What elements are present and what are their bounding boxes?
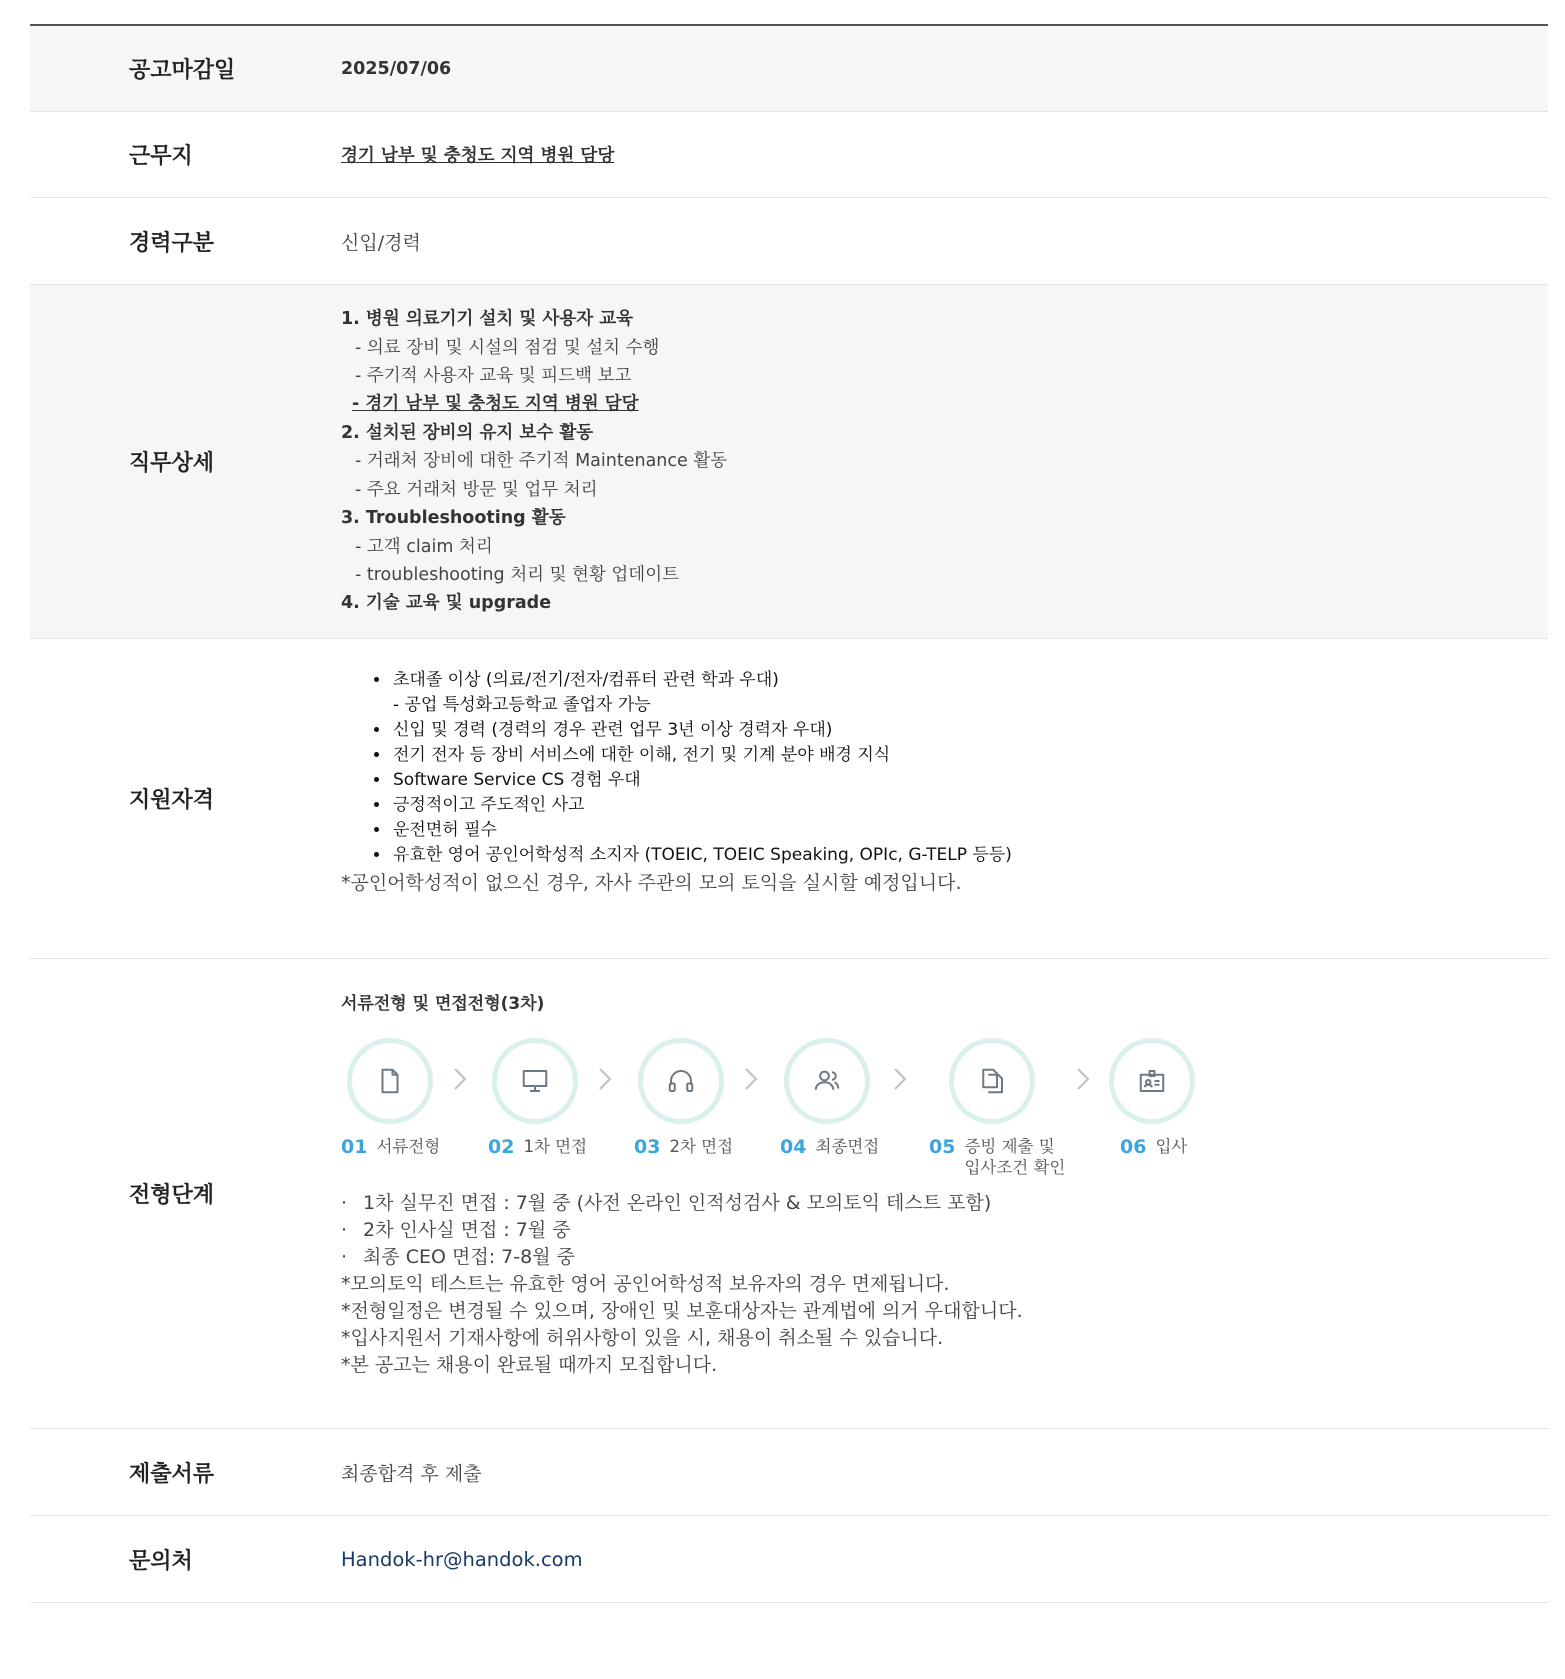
value-career: 신입/경력 — [341, 231, 421, 254]
id-badge-icon — [1137, 1066, 1167, 1096]
job-line: - 주요 거래처 방문 및 업무 처리 — [355, 479, 598, 500]
label-location: 근무지 — [129, 144, 193, 169]
step-number: 06 — [1120, 1136, 1147, 1158]
bullet-dot: · — [341, 1246, 348, 1268]
process-bullet — [341, 1244, 1548, 1271]
label-process: 전형단계 — [129, 1183, 215, 1208]
step-6-circle — [1109, 1038, 1195, 1124]
step-text: 1차 면접 — [523, 1137, 588, 1156]
step-number: 05 — [929, 1136, 956, 1158]
label-documents: 제출서류 — [129, 1461, 215, 1487]
value-location: 경기 남부 및 충청도 지역 병원 담당 — [341, 146, 615, 166]
bullet-dot: · — [341, 1219, 348, 1241]
process-notes — [341, 1190, 1548, 1379]
chevron-right-icon — [453, 1066, 467, 1092]
qualification-item: • 긍정적이고 주도적인 사고 — [391, 793, 1548, 818]
step-6-label — [1120, 1136, 1187, 1158]
step-2-circle — [492, 1038, 578, 1124]
qualification-list — [341, 668, 1548, 868]
step-4-label — [780, 1136, 879, 1158]
qualification-item: • 유효한 영어 공인어학성적 소지자 (TOEIC, TOEIC Speaking, OPIc, G-TELP 등등) — [391, 843, 1548, 868]
step-text-line-1: 증빙 제출 및 — [964, 1137, 1055, 1156]
step-number: 02 — [488, 1136, 515, 1158]
row-process — [30, 959, 1548, 1429]
step-1-label — [341, 1136, 440, 1158]
label-deadline: 공고마감일 — [129, 58, 236, 83]
row-job-detail — [30, 285, 1548, 639]
job-line: - 경기 남부 및 충청도 지역 병원 담당 — [352, 394, 639, 415]
job-detail-list — [341, 305, 1548, 617]
process-title: 서류전형 및 면접전형(3차) — [341, 994, 545, 1014]
job-line: - 주기적 사용자 교육 및 피드백 보고 — [355, 366, 632, 387]
row-qualifications — [30, 639, 1548, 959]
step-number: 04 — [780, 1136, 807, 1158]
process-steps — [341, 1038, 1241, 1178]
step-text: 입사 — [1155, 1137, 1188, 1156]
people-icon — [812, 1066, 842, 1096]
step-4-circle — [784, 1038, 870, 1124]
step-text: 최종면접 — [815, 1137, 880, 1156]
row-location — [30, 112, 1548, 198]
row-documents — [30, 1429, 1548, 1516]
process-note: *입사지원서 기재사항에 허위사항이 있을 시, 채용이 취소될 수 있습니다. — [341, 1327, 944, 1349]
chevron-right-icon — [1076, 1066, 1090, 1092]
job-posting-table — [30, 24, 1548, 1603]
job-line: 2. 설치된 장비의 유지 보수 활동 — [341, 422, 594, 443]
value-documents: 최종합격 후 제출 — [341, 1462, 482, 1485]
process-bullet-text: 1차 실무진 면접 : 7월 중 (사전 온라인 인적성검사 & 모의토익 테스트 포함) — [363, 1192, 992, 1214]
step-number: 01 — [341, 1136, 368, 1158]
chevron-right-icon — [893, 1066, 907, 1092]
step-5-circle — [949, 1038, 1035, 1124]
step-text-line-2: 입사조건 확인 — [964, 1158, 1066, 1177]
step-text — [964, 1136, 1065, 1178]
job-line: 4. 기술 교육 및 upgrade — [341, 593, 552, 614]
label-contact: 문의처 — [129, 1548, 193, 1574]
process-bullet-text: 최종 CEO 면접: 7-8월 중 — [363, 1246, 575, 1268]
contact-email: Handok-hr@handok.com — [341, 1547, 583, 1571]
value-deadline: 2025/07/06 — [341, 58, 452, 79]
job-line: - 고객 claim 처리 — [355, 536, 493, 557]
job-line: 1. 병원 의료기기 설치 및 사용자 교육 — [341, 309, 634, 330]
step-text: 서류전형 — [376, 1137, 441, 1156]
step-text: 2차 면접 — [669, 1137, 734, 1156]
process-bullet — [341, 1190, 1548, 1217]
step-1-circle — [347, 1038, 433, 1124]
step-2-label — [488, 1136, 587, 1158]
qualification-text: 초대졸 이상 (의료/전기/전자/컴퓨터 관련 학과 우대) — [393, 670, 779, 690]
qualification-item: • Software Service CS 경험 우대 — [391, 768, 1548, 793]
copy-document-icon — [977, 1066, 1007, 1096]
job-line: 3. Troubleshooting 활동 — [341, 508, 566, 529]
process-note: *모의토익 테스트는 유효한 영어 공인어학성적 보유자의 경우 면제됩니다. — [341, 1273, 950, 1295]
step-3-circle — [638, 1038, 724, 1124]
label-career: 경력구분 — [129, 230, 215, 256]
row-career — [30, 198, 1548, 285]
chevron-right-icon — [598, 1066, 612, 1092]
label-qualifications: 지원자격 — [129, 788, 215, 813]
process-note: *전형일정은 변경될 수 있으며, 장애인 및 보훈대상자는 관계법에 의거 우대합니다. — [341, 1300, 1023, 1322]
process-note: *본 공고는 채용이 완료될 때까지 모집합니다. — [341, 1354, 718, 1376]
bullet-dot: · — [341, 1192, 348, 1214]
qualification-item — [391, 668, 1548, 718]
step-number: 03 — [634, 1136, 661, 1158]
qualification-note: *공인어학성적이 없으신 경우, 자사 주관의 모의 토익을 실시할 예정입니다. — [341, 872, 962, 894]
job-line: - 거래처 장비에 대한 주기적 Maintenance 활동 — [355, 451, 728, 472]
qualification-item: • 운전면허 필수 — [391, 818, 1548, 843]
document-icon — [375, 1066, 405, 1096]
step-3-label — [634, 1136, 733, 1158]
process-bullet-text: 2차 인사실 면접 : 7월 중 — [363, 1219, 571, 1241]
job-line: - 의료 장비 및 시설의 점검 및 설치 수행 — [355, 337, 660, 358]
monitor-icon — [520, 1066, 550, 1096]
qualification-subtext: - 공업 특성화고등학교 졸업자 가능 — [393, 695, 651, 715]
label-job-detail: 직무상세 — [129, 451, 215, 476]
row-contact — [30, 1516, 1548, 1603]
process-bullet — [341, 1217, 1548, 1244]
qualification-item: • 신입 및 경력 (경력의 경우 관련 업무 3년 이상 경력자 우대) — [391, 718, 1548, 743]
qualification-item: • 전기 전자 등 장비 서비스에 대한 이해, 전기 및 기계 분야 배경 지식 — [391, 743, 1548, 768]
job-line: - troubleshooting 처리 및 현황 업데이트 — [355, 564, 680, 585]
row-deadline — [30, 26, 1548, 112]
step-5-label — [929, 1136, 1065, 1178]
chevron-right-icon — [744, 1066, 758, 1092]
headset-icon — [666, 1066, 696, 1096]
